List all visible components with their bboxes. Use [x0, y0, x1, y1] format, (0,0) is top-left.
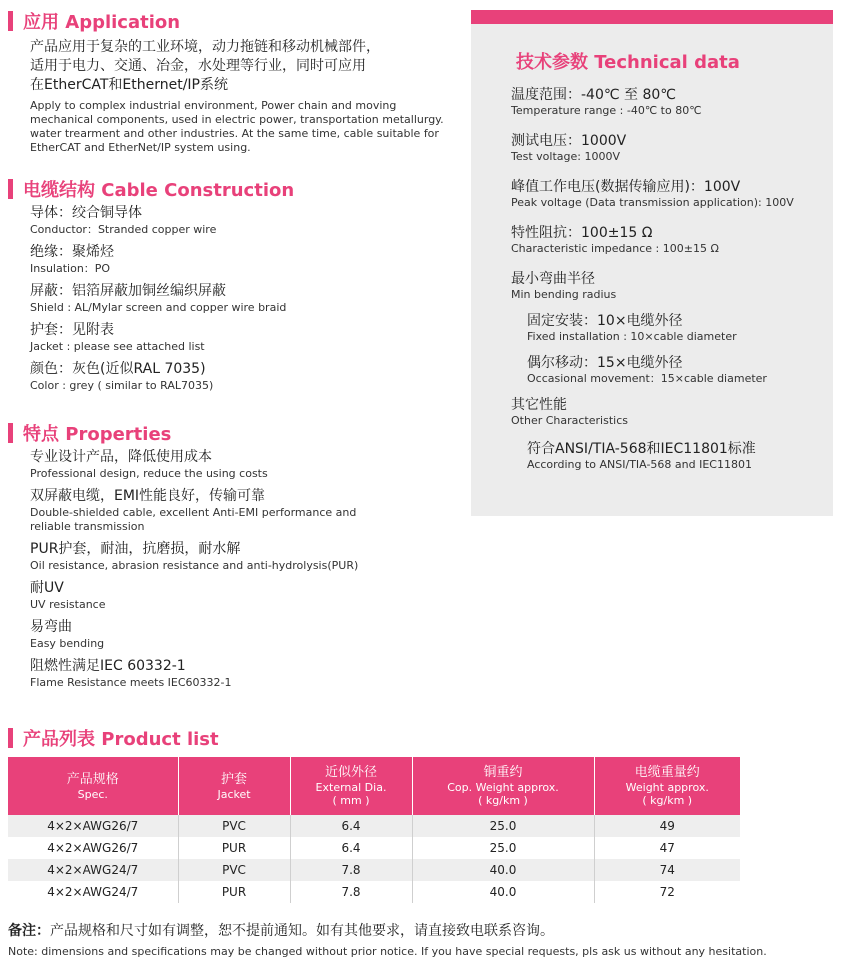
tech-item-fixed: 固定安装：10×电缆外径 Fixed installation : 10×cable diameter [527, 313, 737, 343]
tech-item-other: 其它性能 Other Characteristics [511, 397, 628, 427]
cell-jacket: PUR [178, 837, 290, 859]
cell-copper: 25.0 [412, 815, 594, 837]
section-bar [8, 179, 13, 199]
cell-spec: 4×2×AWG26/7 [8, 815, 178, 837]
construction-item: 绝缘：聚烯烃 Insulation：PO [30, 244, 114, 275]
application-en-line: water trearment and other industries. At the same time, cable suitable for [30, 127, 439, 140]
tech-item-standard: 符合ANSI/TIA-568和IEC11801标准 According to ANSI/TIA-568 and IEC11801 [527, 441, 756, 471]
technical-title: 技术参数 Technical data [516, 52, 740, 73]
property-item: PUR护套，耐油，抗磨损，耐水解 Oil resistance, abrasion resistance and anti-hydrolysis(PUR) [30, 541, 359, 572]
technical-header-bar [471, 10, 833, 24]
product-list-title: 产品列表 Product list [8, 725, 219, 751]
cell-spec: 4×2×AWG26/7 [8, 837, 178, 859]
cell-copper: 40.0 [412, 881, 594, 903]
cell-dia: 6.4 [290, 837, 412, 859]
cell-weight: 47 [594, 837, 740, 859]
properties-title: 特点 Properties [8, 420, 448, 446]
note-cn-text: 产品规格和尺寸如有调整，恕不提前通知。如有其他要求，请直接致电联系咨询。 [50, 923, 554, 939]
tech-item-impedance: 特性阻抗：100±15 Ω Characteristic impedance : 100±15 Ω [511, 225, 719, 255]
application-en-line: EtherCAT and EtherNet/IP system using. [30, 141, 251, 154]
application-en-line: mechanical components, used in electric power, transportation metallurgy. [30, 113, 444, 126]
note-en: Note: dimensions and specifications may be changed without prior notice. If you have special requests, pls ask us without any hesitation. [8, 945, 767, 958]
tech-item-test-voltage: 测试电压：1000V Test voltage: 1000V [511, 133, 627, 163]
property-item: 阻燃性满足IEC 60332-1 Flame Resistance meets IEC60332-1 [30, 658, 232, 689]
cell-dia: 7.8 [290, 881, 412, 903]
table-row [8, 859, 740, 881]
technical-list [511, 86, 827, 472]
property-item: 双屏蔽电缆，EMI性能良好，传输可靠 Double-shielded cable, excellent Anti-EMI performance and reliable transmission [30, 488, 357, 533]
tech-item-bending: 最小弯曲半径 Min bending radius [511, 271, 617, 301]
tech-item-peak-voltage: 峰值工作电压(数据传输应用)：100V Peak voltage (Data transmission application): 100V [511, 179, 794, 209]
application-en-line: Apply to complex industrial environment, Power chain and moving [30, 99, 397, 112]
properties-section [8, 420, 448, 696]
construction-item: 护套：见附表 Jacket : please see attached list [30, 322, 205, 353]
tech-item-occasional: 偶尔移动：15×电缆外径 Occasional movement：15×cable diameter [527, 355, 767, 385]
cell-jacket: PUR [178, 881, 290, 903]
property-item: 易弯曲 Easy bending [30, 619, 105, 650]
header-spec: 产品规格 Spec. [8, 757, 178, 815]
table-row [8, 837, 740, 859]
note-label: 备注： [8, 923, 50, 939]
construction-item: 导体：绞合铜导体 Conductor：Stranded copper wire [30, 205, 217, 236]
cell-copper: 25.0 [412, 837, 594, 859]
product-list-section [8, 725, 219, 751]
note-cn [8, 922, 844, 941]
construction-item: 屏蔽：铝箔屏蔽加铜丝编织屏蔽 Shield : AL/Mylar screen and copper wire braid [30, 283, 287, 314]
construction-title: 电缆结构 Cable Construction [8, 176, 448, 202]
tech-item-temperature: 温度范围：-40℃ 至 80℃ Temperature range : -40℃ to 80℃ [511, 87, 702, 117]
section-bar [8, 728, 13, 748]
cell-dia: 6.4 [290, 815, 412, 837]
cell-dia: 7.8 [290, 859, 412, 881]
header-weight: 电缆重量约 Weight approx. ( kg/km ) [594, 757, 740, 815]
header-copper-weight: 铜重约 Cop. Weight approx. ( kg/km ) [412, 757, 594, 815]
cell-spec: 4×2×AWG24/7 [8, 881, 178, 903]
table-row [8, 815, 740, 837]
section-bar [8, 423, 13, 443]
table-header-row [8, 757, 740, 815]
technical-data-panel [471, 10, 833, 516]
product-table [8, 757, 740, 903]
property-item: 耐UV UV resistance [30, 580, 106, 611]
cell-weight: 74 [594, 859, 740, 881]
application-title: 应用 Application [8, 8, 448, 34]
section-bar [8, 11, 13, 31]
cell-spec: 4×2×AWG24/7 [8, 859, 178, 881]
application-cn-line: 适用于电力、交通、冶金，水处理等行业，同时可应用 [30, 58, 366, 74]
property-item: 专业设计产品，降低使用成本 Professional design, reduce the using costs [30, 449, 268, 480]
construction-item: 颜色：灰色(近似RAL 7035) Color : grey ( similar to RAL7035) [30, 361, 214, 392]
header-external-dia: 近似外径 External Dia. ( mm ) [290, 757, 412, 815]
cell-weight: 72 [594, 881, 740, 903]
header-jacket: 护套 Jacket [178, 757, 290, 815]
application-cn-line: 产品应用于复杂的工业环境，动力拖链和移动机械部件， [30, 39, 380, 55]
application-cn-line: 在EtherCAT和Ethernet/IP系统 [30, 77, 228, 93]
cell-jacket: PVC [178, 859, 290, 881]
construction-section [8, 176, 448, 399]
application-section [8, 8, 448, 155]
table-row [8, 881, 740, 903]
cell-jacket: PVC [178, 815, 290, 837]
cell-copper: 40.0 [412, 859, 594, 881]
cell-weight: 49 [594, 815, 740, 837]
note-section [8, 922, 844, 959]
